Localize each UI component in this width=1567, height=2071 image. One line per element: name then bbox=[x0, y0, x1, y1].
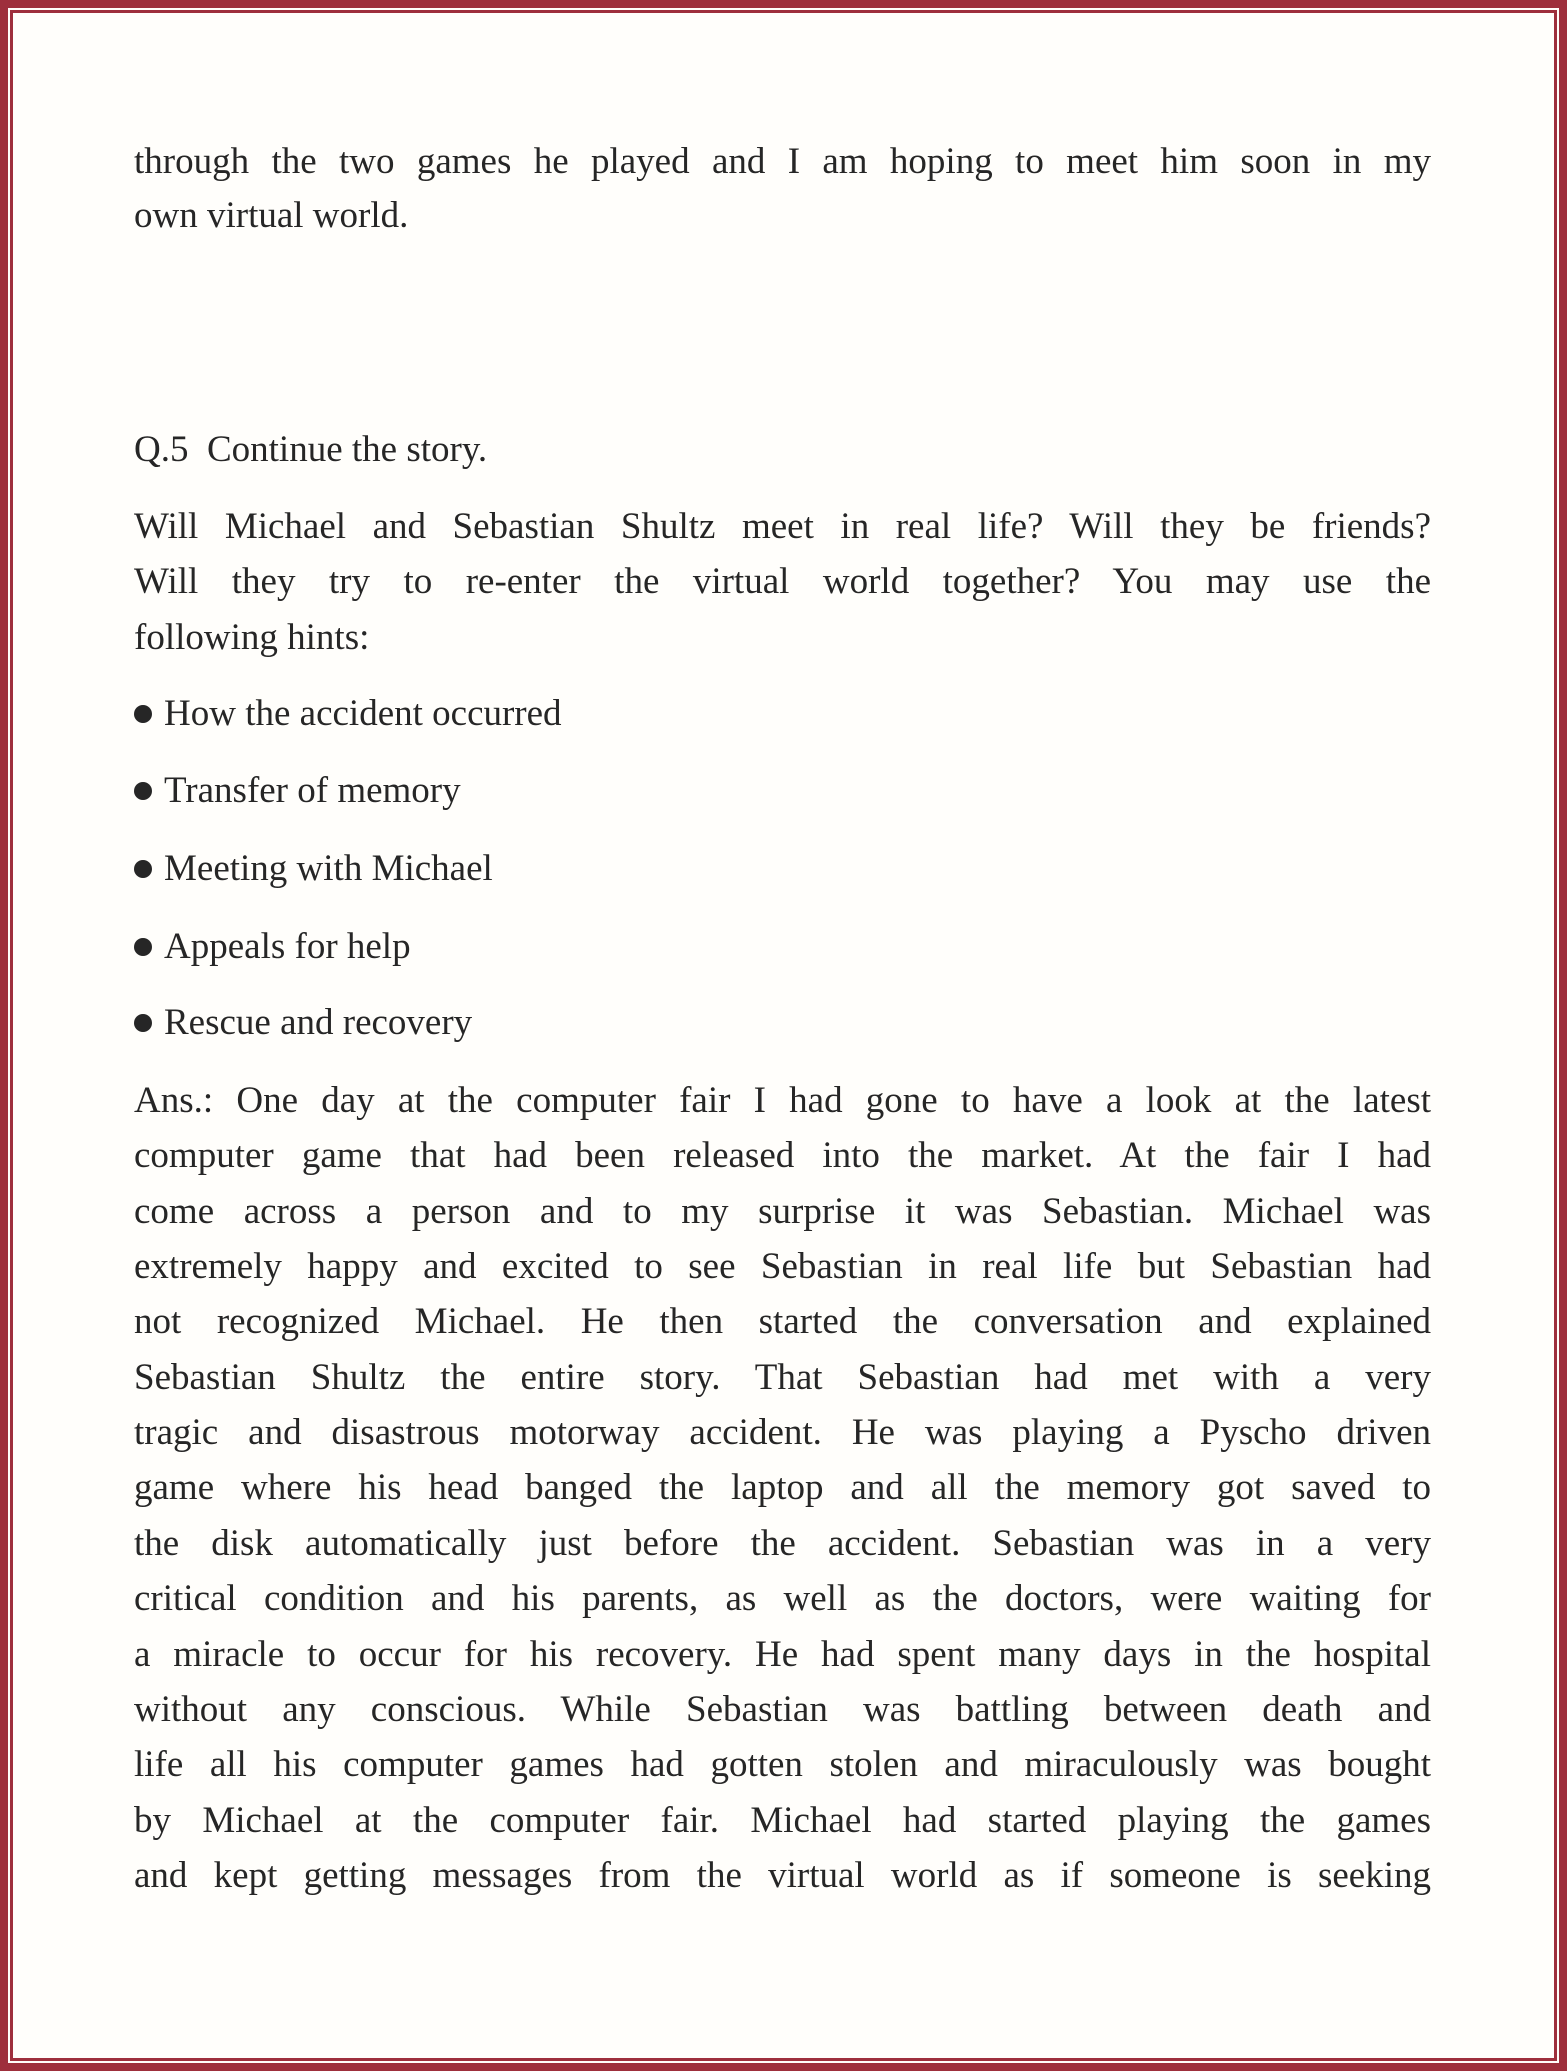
answer-line: Ans.: One day at the computer fair I had gone to have a look at the latest bbox=[134, 1080, 1431, 1121]
hint-item bbox=[134, 841, 1431, 896]
hint-text: Appeals for help bbox=[164, 926, 411, 967]
question-prompt-line: Will Michael and Sebastian Shultz meet in real life? Will they be friends? bbox=[134, 506, 1431, 547]
answer-line: computer game that had been released into the market. At the fair I had bbox=[134, 1135, 1431, 1176]
answer-line: extremely happy and excited to see Sebastian in real life but Sebastian had bbox=[134, 1246, 1431, 1287]
bullet-icon bbox=[134, 705, 152, 723]
hint-text: Meeting with Michael bbox=[164, 848, 493, 889]
intro-line: own virtual world. bbox=[134, 195, 409, 236]
answer-line: by Michael at the computer fair. Michael had started playing the games bbox=[134, 1800, 1431, 1841]
answer-line: without any conscious. While Sebastian was battling between death and bbox=[134, 1689, 1431, 1730]
answer-line: critical condition and his parents, as well as the doctors, were waiting for bbox=[134, 1578, 1431, 1619]
question-prompt-line: following hints: bbox=[134, 617, 370, 658]
hint-item bbox=[134, 686, 1431, 741]
answer-line: not recognized Michael. He then started the conversation and explained bbox=[134, 1301, 1431, 1342]
bullet-icon bbox=[134, 1014, 152, 1032]
answer-line: Sebastian Shultz the entire story. That Sebastian had met with a very bbox=[134, 1357, 1431, 1398]
answer-line: come across a person and to my surprise it was Sebastian. Michael was bbox=[134, 1191, 1431, 1232]
hint-text: How the accident occurred bbox=[164, 693, 562, 734]
bullet-icon bbox=[134, 782, 152, 800]
question-heading: Q.5 Continue the story. bbox=[134, 429, 488, 470]
hint-text: Rescue and recovery bbox=[164, 1002, 473, 1043]
answer-line: tragic and disastrous motorway accident. He was playing a Pyscho driven bbox=[134, 1412, 1431, 1453]
answer-line: a miracle to occur for his recovery. He had spent many days in the hospital bbox=[134, 1634, 1431, 1675]
hint-item bbox=[134, 995, 1431, 1050]
question-prompt-line: Will they try to re-enter the virtual world together? You may use the bbox=[134, 561, 1431, 602]
intro-line: through the two games he played and I am hoping to meet him soon in my bbox=[134, 141, 1431, 182]
answer-line: and kept getting messages from the virtual world as if someone is seeking bbox=[134, 1855, 1431, 1896]
bullet-icon bbox=[134, 938, 152, 956]
bullet-icon bbox=[134, 860, 152, 878]
answer-line: game where his head banged the laptop and all the memory got saved to bbox=[134, 1467, 1431, 1508]
hint-item bbox=[134, 763, 1431, 818]
answer-line: life all his computer games had gotten stolen and miraculously was bought bbox=[134, 1744, 1431, 1785]
hint-item bbox=[134, 919, 1431, 974]
hint-text: Transfer of memory bbox=[164, 770, 461, 811]
answer-line: the disk automatically just before the accident. Sebastian was in a very bbox=[134, 1523, 1431, 1564]
